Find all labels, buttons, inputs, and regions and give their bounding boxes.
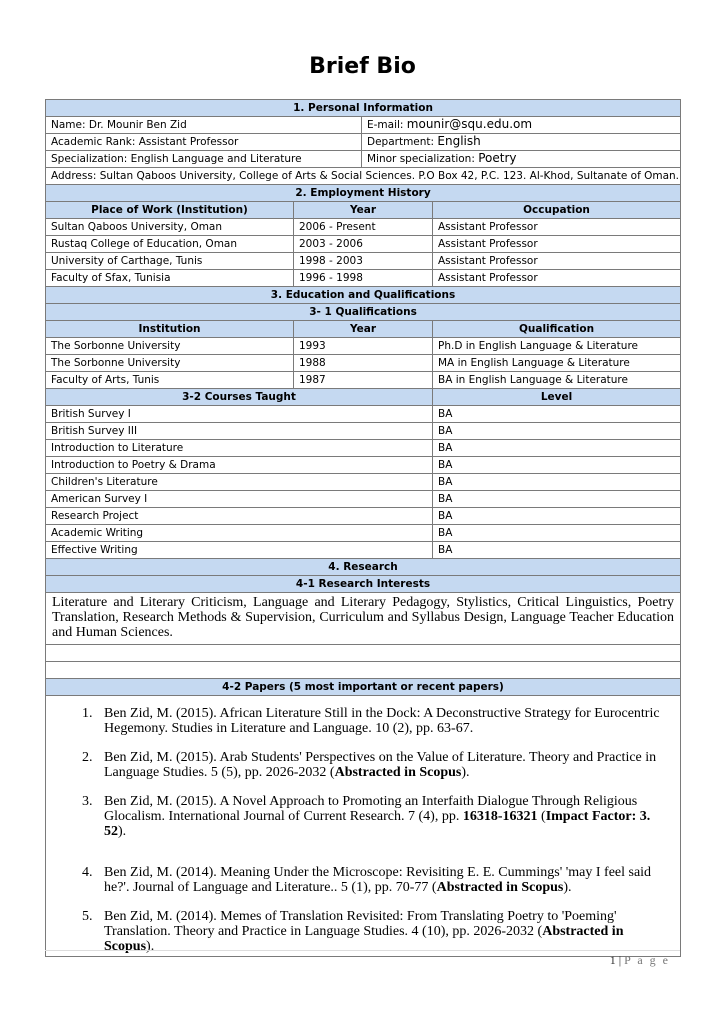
qualification-year: 1988 xyxy=(294,355,433,372)
employment-year: 1998 - 2003 xyxy=(294,253,433,270)
course-name: British Survey III xyxy=(46,423,433,440)
qualification-institution: The Sorbonne University xyxy=(46,355,294,372)
course-level: BA xyxy=(433,423,681,440)
papers-header-row xyxy=(46,679,681,696)
course-row xyxy=(46,423,681,440)
paper-item xyxy=(96,750,672,780)
specialization-cell: Specialization: English Language and Literature xyxy=(46,151,362,168)
course-name: Introduction to Literature xyxy=(46,440,433,457)
employment-place: Sultan Qaboos University, Oman xyxy=(46,219,294,236)
qualification-year: 1987 xyxy=(294,372,433,389)
footer-divider xyxy=(45,950,680,951)
paper-post: ). xyxy=(146,939,155,954)
employment-row xyxy=(46,219,681,236)
paper-text: Ben Zid, M. (2015). African Literature Still in the Dock: A Deconstructive Strategy for Eurocentric Hegemony. Studies in Literature and Language. 10 (2), pp. 63-67. xyxy=(104,706,660,736)
course-name: British Survey I xyxy=(46,406,433,423)
course-row xyxy=(46,406,681,423)
course-name: Research Project xyxy=(46,508,433,525)
page-number: 1 xyxy=(609,953,616,967)
employment-row xyxy=(46,270,681,287)
employment-occupation: Assistant Professor xyxy=(433,236,681,253)
qualification-row xyxy=(46,355,681,372)
paper-item xyxy=(96,865,672,895)
minor-label: Minor specialization: xyxy=(367,153,479,165)
paper-text: Ben Zid, M. (2015). A Novel Approach to Promoting an Interfaith Dialogue Through Religious Glocalism. International Journal of Current Research. 7 (4), pp. xyxy=(104,794,638,824)
course-level: BA xyxy=(433,508,681,525)
qualifications-subheader-row xyxy=(46,304,681,321)
qualification-row xyxy=(46,372,681,389)
employment-occupation: Assistant Professor xyxy=(433,270,681,287)
qualifications-columns-row xyxy=(46,321,681,338)
specialization-row xyxy=(46,151,681,168)
page-separator: | xyxy=(615,953,625,967)
paper-post: ). xyxy=(461,765,470,780)
qualification-row xyxy=(46,338,681,355)
qualifications-col-qualification: Qualification xyxy=(433,321,681,338)
paper-bold: Abstracted in Scopus xyxy=(104,924,624,954)
qualifications-subheader: 3- 1 Qualifications xyxy=(46,304,681,321)
employment-row xyxy=(46,253,681,270)
address-cell: Address: Sultan Qaboos University, College of Arts & Social Sciences. P.O Box 42, P.C. 123. Al-Khod, Sultanate of Oman. xyxy=(46,168,681,185)
employment-col-year: Year xyxy=(294,202,433,219)
empty-row xyxy=(46,662,681,679)
course-name: Introduction to Poetry & Drama xyxy=(46,457,433,474)
paper-bold: 16318-16321 xyxy=(462,809,538,824)
qualification-degree: BA in English Language & Literature xyxy=(433,372,681,389)
papers-row xyxy=(46,696,681,957)
paper-text: Ben Zid, M. (2015). Arab Students' Perspectives on the Value of Literature. Theory and Practice in Language Studies. 5 (5), pp. 2026-2032 ( xyxy=(104,750,657,780)
employment-row xyxy=(46,236,681,253)
rank-row xyxy=(46,134,681,151)
employment-header: 2. Employment History xyxy=(46,185,681,202)
paper-mid: ( xyxy=(537,809,546,824)
course-name: Academic Writing xyxy=(46,525,433,542)
course-name: Children's Literature xyxy=(46,474,433,491)
course-row xyxy=(46,525,681,542)
empty-cell xyxy=(46,662,681,679)
research-header-row xyxy=(46,559,681,576)
employment-header-row xyxy=(46,185,681,202)
qualification-institution: Faculty of Arts, Tunis xyxy=(46,372,294,389)
email-value: mounir@squ.edu.om xyxy=(406,117,533,131)
qualification-institution: The Sorbonne University xyxy=(46,338,294,355)
research-header: 4. Research xyxy=(46,559,681,576)
courses-level-header: Level xyxy=(433,389,681,406)
bio-table xyxy=(45,99,681,957)
address-row xyxy=(46,168,681,185)
paper-bold2: Impact Factor: 3. 52 xyxy=(104,809,651,839)
course-level: BA xyxy=(433,406,681,423)
course-level: BA xyxy=(433,491,681,508)
qualifications-col-institution: Institution xyxy=(46,321,294,338)
employment-col-occupation: Occupation xyxy=(433,202,681,219)
name-row xyxy=(46,117,681,134)
papers-header: 4-2 Papers (5 most important or recent papers) xyxy=(46,679,681,696)
paper-post: ). xyxy=(563,880,572,895)
page-title: Brief Bio xyxy=(309,54,416,79)
employment-year: 2006 - Present xyxy=(294,219,433,236)
employment-columns-row xyxy=(46,202,681,219)
courses-header: 3-2 Courses Taught xyxy=(46,389,433,406)
course-level: BA xyxy=(433,474,681,491)
paper-item xyxy=(96,909,672,954)
employment-occupation: Assistant Professor xyxy=(433,219,681,236)
course-name: American Survey I xyxy=(46,491,433,508)
courses-header-row xyxy=(46,389,681,406)
interests-header: 4-1 Research Interests xyxy=(46,576,681,593)
employment-place: University of Carthage, Tunis xyxy=(46,253,294,270)
course-row xyxy=(46,457,681,474)
research-interests-text: Literature and Literary Criticism, Language and Literary Pedagogy, Stylistics, Critical Linguistics, Poetry Translation, Research Methods & Supervision, Curriculum and Syllabus Design, Language Teacher Education and Human Sciences. xyxy=(46,593,681,645)
interests-row xyxy=(46,593,681,645)
course-row xyxy=(46,491,681,508)
email-label: E-mail: xyxy=(367,119,407,131)
personal-header: 1. Personal Information xyxy=(46,100,681,117)
course-level: BA xyxy=(433,440,681,457)
course-level: BA xyxy=(433,457,681,474)
rank-cell: Academic Rank: Assistant Professor xyxy=(46,134,362,151)
papers-list xyxy=(54,706,672,954)
course-row xyxy=(46,542,681,559)
minor-cell xyxy=(362,151,681,168)
qualification-degree: Ph.D in English Language & Literature xyxy=(433,338,681,355)
paper-post: ). xyxy=(118,824,127,839)
course-row xyxy=(46,440,681,457)
papers-cell xyxy=(46,696,681,957)
education-header-row xyxy=(46,287,681,304)
page-footer xyxy=(610,953,670,968)
paper-text: Ben Zid, M. (2014). Memes of Translation Revisited: From Translating Poetry to 'Poeming' Translation. Theory and Practice in Language Studies. 4 (10), pp. 2026-2032 ( xyxy=(104,909,617,939)
interests-header-row xyxy=(46,576,681,593)
employment-year: 2003 - 2006 xyxy=(294,236,433,253)
department-value: English xyxy=(437,134,481,148)
name-cell: Name: Dr. Mounir Ben Zid xyxy=(46,117,362,134)
paper-item xyxy=(96,706,672,736)
employment-place: Faculty of Sfax, Tunisia xyxy=(46,270,294,287)
page-word: P a g e xyxy=(624,953,670,967)
paper-bold: Abstracted in Scopus xyxy=(436,880,564,895)
department-cell xyxy=(362,134,681,151)
empty-row xyxy=(46,645,681,662)
minor-value: Poetry xyxy=(478,151,517,165)
paper-item xyxy=(96,794,672,839)
employment-occupation: Assistant Professor xyxy=(433,253,681,270)
paper-bold: Abstracted in Scopus xyxy=(334,765,462,780)
course-level: BA xyxy=(433,542,681,559)
department-label: Department: xyxy=(367,136,438,148)
course-level: BA xyxy=(433,525,681,542)
course-name: Effective Writing xyxy=(46,542,433,559)
qualifications-col-year: Year xyxy=(294,321,433,338)
personal-header-row xyxy=(46,100,681,117)
course-row xyxy=(46,474,681,491)
employment-place: Rustaq College of Education, Oman xyxy=(46,236,294,253)
paper-text: Ben Zid, M. (2014). Meaning Under the Microscope: Revisiting E. E. Cummings' 'may I feel said he?'. Journal of Language and Literature.. 5 (1), pp. 70-77 ( xyxy=(104,865,652,895)
employment-year: 1996 - 1998 xyxy=(294,270,433,287)
qualification-year: 1993 xyxy=(294,338,433,355)
empty-cell xyxy=(46,645,681,662)
course-row xyxy=(46,508,681,525)
email-cell xyxy=(362,117,681,134)
qualification-degree: MA in English Language & Literature xyxy=(433,355,681,372)
employment-col-place: Place of Work (Institution) xyxy=(46,202,294,219)
education-header: 3. Education and Qualifications xyxy=(46,287,681,304)
